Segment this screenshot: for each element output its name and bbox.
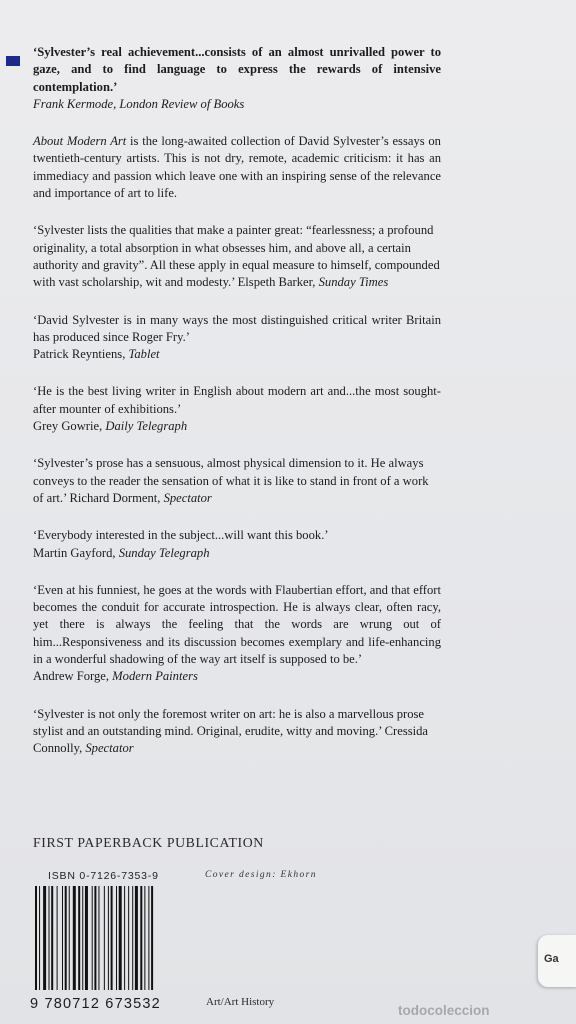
category-label: Art/Art History xyxy=(206,996,275,1008)
barcode-stripe xyxy=(140,886,142,990)
review-6-text: ‘Even at his funniest, he goes at the words with Flaubertian effort, and that effort becomes the conduit for accurate introspection. He is always clear, often racy, yet there is always the feeling that the words are wrung out of him...Responsiveness and its discussion becomes exemplary and life-enhancing in a wonderful shadowing of the way art itself is supposed to be.’ xyxy=(33,582,441,667)
blue-marker xyxy=(6,56,20,66)
cover-design-credit: Cover design: Ekhorn xyxy=(205,870,317,880)
review-2-attribution xyxy=(33,346,441,363)
review-2-source: Tablet xyxy=(128,347,160,362)
review-6 xyxy=(33,582,441,686)
barcode-stripe xyxy=(128,886,129,990)
barcode-stripe xyxy=(119,886,122,990)
review-3-source: Daily Telegraph xyxy=(105,419,188,434)
barcode-stripe xyxy=(39,886,40,990)
barcode-stripe xyxy=(69,886,70,990)
review-5-author: Martin Gayford, xyxy=(33,545,119,560)
barcode-stripe xyxy=(73,886,76,990)
barcode-stripe xyxy=(43,886,46,990)
barcode-stripe xyxy=(124,886,125,990)
review-5-source: Sunday Telegraph xyxy=(118,545,210,560)
review-7-source: Spectator xyxy=(85,741,134,756)
lead-source: London Review of Books xyxy=(119,96,245,111)
review-3 xyxy=(33,383,441,435)
barcode xyxy=(33,886,188,1004)
review-5 xyxy=(33,527,441,562)
barcode-stripe xyxy=(132,886,133,990)
barcode-stripe xyxy=(94,886,96,990)
barcode-stripe xyxy=(108,886,109,990)
isbn-text: ISBN 0-7126-7353-9 xyxy=(48,870,159,882)
review-2-author: Patrick Reyntiens, xyxy=(33,347,129,362)
review-6-source: Modern Painters xyxy=(112,669,198,684)
review-7-text: ‘Sylvester is not only the foremost writer on art: he is also a marvellous prose stylist and an outstanding mind. Original, erudite, witty and moving.’ Cressida Connolly, xyxy=(33,706,429,756)
review-5-attribution xyxy=(33,545,441,562)
book-description xyxy=(33,133,441,202)
barcode-stripe xyxy=(78,886,80,990)
barcode-stripe xyxy=(65,886,67,990)
barcode-stripe xyxy=(104,886,105,990)
barcode-stripe xyxy=(57,886,58,990)
review-7 xyxy=(33,706,441,758)
review-4-source: Spectator xyxy=(163,490,212,505)
barcode-stripe xyxy=(85,886,88,990)
barcode-stripe xyxy=(116,886,117,990)
first-paperback-headline: FIRST PAPERBACK PUBLICATION xyxy=(33,835,264,850)
sticker-text: Ga xyxy=(544,953,559,965)
barcode-stripe xyxy=(92,886,93,990)
review-2-text: ‘David Sylvester is in many ways the most distinguished critical writer Britain has produced since Roger Fry.’ xyxy=(33,312,441,344)
review-2 xyxy=(33,312,441,364)
barcode-stripe xyxy=(144,886,145,990)
review-5-text: ‘Everybody interested in the subject...will want this book.’ xyxy=(33,528,329,543)
review-3-text: ‘He is the best living writer in English about modern art and...the most sought-after mounter of exhibitions.’ xyxy=(33,384,441,416)
lead-quote-attribution xyxy=(33,96,441,113)
price-sticker xyxy=(538,935,576,987)
blurb-column xyxy=(33,44,441,778)
book-title: About Modern Art xyxy=(33,134,127,149)
review-3-attribution xyxy=(33,418,441,435)
barcode-stripe xyxy=(62,886,63,990)
review-3-author: Grey Gowrie, xyxy=(33,419,106,434)
lead-quote xyxy=(33,44,441,113)
barcode-number: 9 780712 673532 xyxy=(30,996,161,1012)
watermark: todocoleccion xyxy=(398,1003,490,1018)
barcode-stripe xyxy=(49,886,50,990)
lead-author: Frank Kermode, xyxy=(33,96,120,111)
description-text: is the long-awaited collection of David Sylvester’s essays on twentieth-century artists. This is not dry, remote, academic criticism: it has an immediacy and passion which leave one with an inspiring sense of the relevance and importance of art to life. xyxy=(33,134,441,201)
review-6-author: Andrew Forge, xyxy=(33,669,113,684)
barcode-stripe xyxy=(151,886,153,990)
barcode-stripe xyxy=(51,886,53,990)
barcode-stripe xyxy=(148,886,149,990)
review-6-attribution xyxy=(33,668,441,685)
barcode-stripe xyxy=(35,886,37,990)
lead-quote-text: ‘Sylvester’s real achievement...consists of an almost unrivalled power to gaze, and to find language to express the rewards of intensive contemplation.’ xyxy=(33,45,441,94)
review-1-text: ‘Sylvester lists the qualities that make a painter great: “fearlessness; a profound originality, a total absorption in what obsesses him, and above all, a certain authority and gravity”. All these apply in equal measure to himself, compounded with vast scholarship, wit and modesty.’ Elspeth Barker, xyxy=(33,223,440,290)
review-4 xyxy=(33,455,441,507)
review-4-text: ‘Sylvester’s prose has a sensuous, almost physical dimension to it. He always conveys to the reader the sensation of what it is like to stand in front of a work of art.’ Richard Dorment, xyxy=(33,456,429,505)
review-1 xyxy=(33,222,441,291)
barcode-stripe xyxy=(98,886,99,990)
barcode-stripe xyxy=(135,886,138,990)
barcode-stripe xyxy=(111,886,113,990)
barcode-stripe xyxy=(82,886,83,990)
review-1-source: Sunday Times xyxy=(318,275,389,290)
